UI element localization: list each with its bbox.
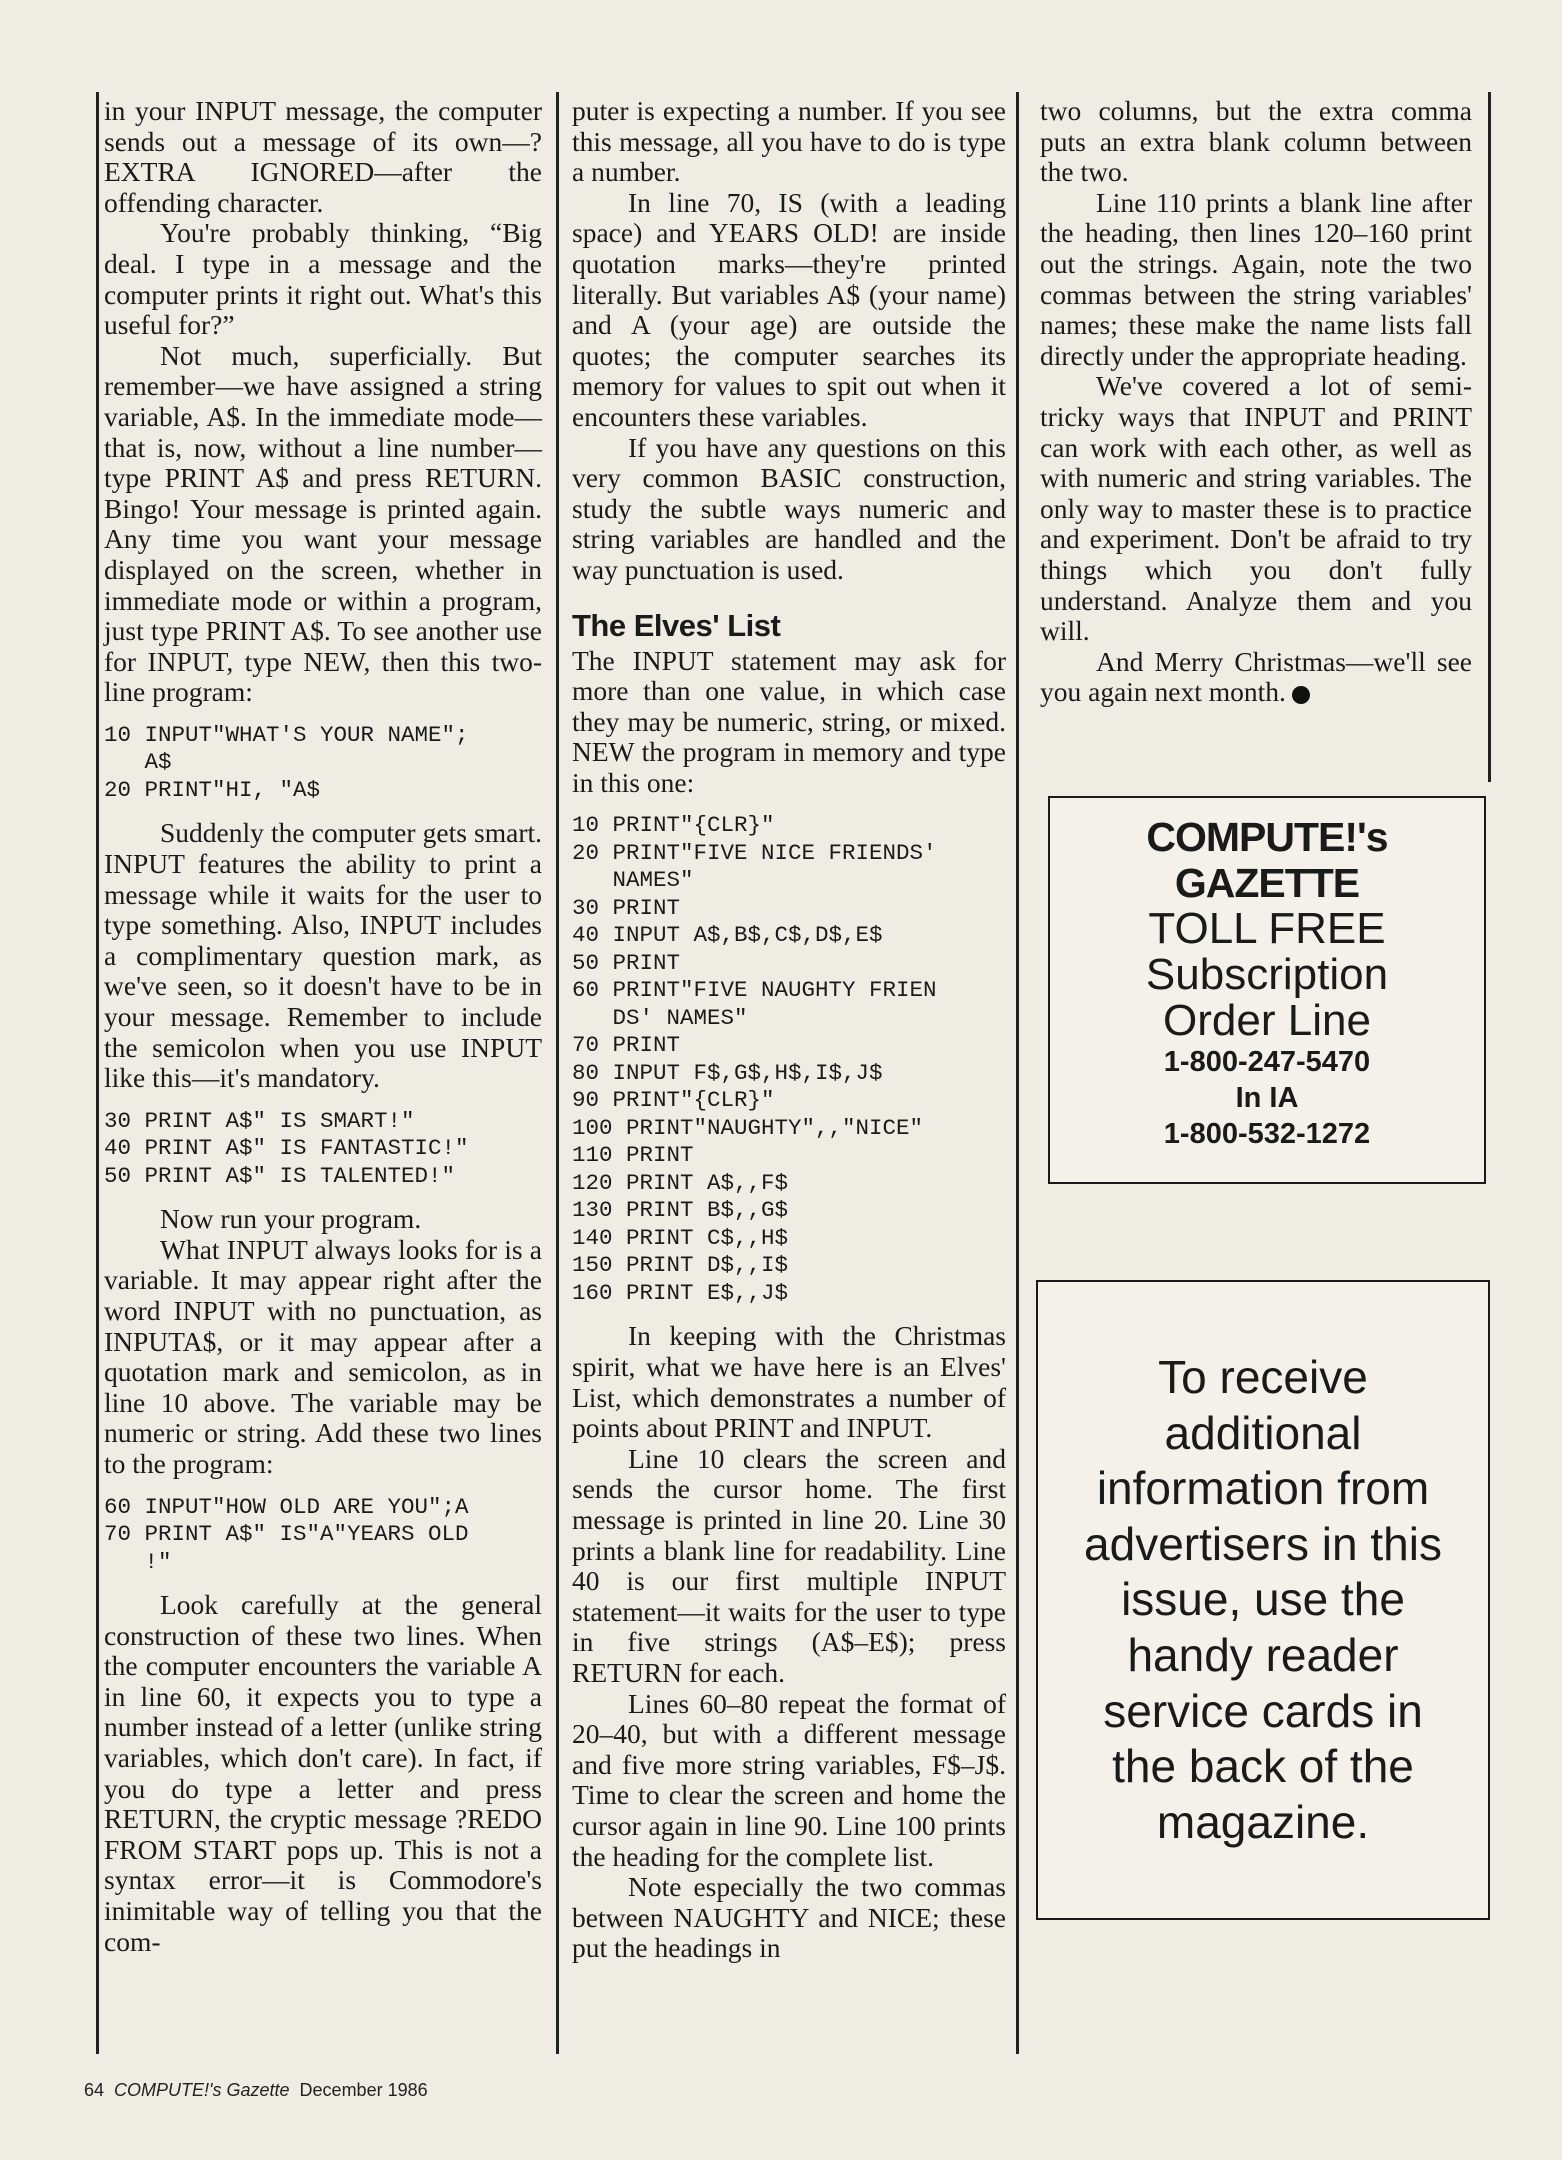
column-divider-1 (556, 92, 559, 2054)
left-column-rule (96, 92, 99, 2054)
ad-phone-number: 1-800-247-5470 (1163, 1046, 1371, 1078)
ad-brand-line: COMPUTE!'s (1146, 814, 1388, 860)
code-listing-3: 60 INPUT"HOW OLD ARE YOU";A 70 PRINT A$" IS"A"YEARS OLD !" (104, 1493, 469, 1575)
reader-service-ad (1036, 1280, 1490, 1920)
page-footer (84, 2080, 428, 2101)
article-column-1 (104, 96, 542, 1957)
ad-toll-free: TOLL FREE (1148, 904, 1386, 953)
col1-paragraph-1: in your INPUT message, the computer sends out a message of its own—?EXTRA IGNORED—after the offending character. (104, 95, 542, 218)
end-of-article-icon (1292, 686, 1310, 704)
ad-order-line: Order Line (1163, 996, 1371, 1045)
col1-paragraph-3: Not much, superficially. But remember—we have assigned a string variable, A$. In the immediate mode—that is, now, without a line number—type PRINT A$ and press RETURN. Bingo! Your message is printed again. Any time you want your message displayed on the screen, whether in immediate mode or within a program, just type PRINT A$. To see another use for INPUT, type NEW, then this two-line program: (104, 339, 542, 708)
col2-paragraph-1: puter is expecting a number. If you see this message, all you have to do is type a number. (572, 95, 1006, 188)
col2-paragraph-3: If you have any questions on this very common BASIC construction, study the subtle ways numeric and string variables are handled and the way punctuation is used. (572, 431, 1006, 585)
ad-subscription: Subscription (1145, 950, 1389, 999)
ad-phone-number-ia: 1-800-532-1272 (1163, 1118, 1371, 1150)
right-column-rule (1488, 92, 1491, 782)
col3-paragraph-4 (1040, 647, 1472, 708)
col1-paragraph-6: What INPUT always looks for is a variable. It may appear right after the word INPUT with no punctuation, as INPUTA$, or it may appear after a quotation mark and semicolon, as in line 10 above. The variable may be numeric or string. Add these two lines to the program: (104, 1233, 542, 1479)
ad-state-label: In IA (1235, 1082, 1299, 1114)
col2-paragraph-7: Lines 60–80 repeat the format of 20–40, but with a different message and five more string variables, F$–J$. Time to clear the screen and home the cursor again in line 90. Line 100 prints the heading for the complete list. (572, 1687, 1006, 1872)
page-number: 64 (84, 2080, 105, 2100)
article-column-3 (1040, 96, 1472, 708)
col1-paragraph-7: Look carefully at the general construction of these two lines. When the computer encounters the variable A in line 60, it expects you to type a number instead of a letter (unlike string variables, which don't care). In fact, if you do type a letter and press RETURN, the cryptic message ?REDO FROM START pops up. This is not a syntax error—it is Commodore's inimitable way of telling you that the com- (104, 1589, 542, 1957)
ad-brand-gazette: GAZETTE (1174, 860, 1360, 906)
article-column-2 (572, 96, 1006, 1964)
col2-paragraph-8: Note especially the two commas between NAUGHTY and NICE; these put the headings in (572, 1871, 1006, 1964)
code-listing-1: 10 INPUT"WHAT'S YOUR NAME"; A$ 20 PRINT"HI, "A$ (104, 721, 469, 803)
section-heading: The Elves' List (572, 607, 781, 643)
col1-paragraph-4: Suddenly the computer gets smart. INPUT features the ability to print a message while it waits for the user to type something. Also, INPUT includes a complimentary question mark, as we've seen, so it doesn't have to be in your message. Remember to include the semicolon when you use INPUT like this—it's mandatory. (104, 817, 542, 1094)
magazine-name: COMPUTE!'s Gazette (114, 2080, 290, 2100)
col2-paragraph-6: Line 10 clears the screen and sends the cursor home. The first message is printed in line 20. Line 30 prints a blank line for readability. Line 40 is our first multiple INPUT statement—it waits for the user to type in five strings (A$–E$); press RETURN for each. (572, 1442, 1006, 1688)
col2-paragraph-4: The INPUT statement may ask for more than one value, in which case they may be numeric, string, or mixed. NEW the program in memory and type in this one: (572, 644, 1006, 798)
col3-paragraph-2: Line 110 prints a blank line after the heading, then lines 120–160 print out the strings. Again, note the two commas between the string variables' names; these make the name lists fall directly under the appropriate heading. (1040, 186, 1472, 371)
issue-date: December 1986 (299, 2080, 428, 2100)
reader-service-text: To receive additional information from advertisers in this issue, use the handy reader service cards in the back of the magazine. (1084, 1351, 1442, 1848)
code-listing-2: 30 PRINT A$" IS SMART!" 40 PRINT A$" IS FANTASTIC!" 50 PRINT A$" IS TALENTED!" (104, 1107, 469, 1189)
col2-paragraph-5: In keeping with the Christmas spirit, what we have here is an Elves' List, which demonstrates a number of points about PRINT and INPUT. (572, 1320, 1006, 1444)
column-divider-2 (1016, 92, 1019, 2054)
col1-paragraph-2: You're probably thinking, “Big deal. I type in a message and the computer prints it right out. What's this useful for?” (104, 217, 542, 341)
subscription-ad (1048, 796, 1486, 1184)
col1-paragraph-5: Now run your program. (160, 1203, 422, 1235)
col2-paragraph-2: In line 70, IS (with a leading space) and YEARS OLD! are inside quotation marks—they're printed literally. But variables A$ (your name) and A (your age) are outside the quotes; the computer searches its memory for values to spit out when it encounters these variables. (572, 186, 1006, 432)
closing-line: And Merry Christmas—we'll see you again next month. (1040, 645, 1472, 708)
col3-paragraph-3: We've covered a lot of semi-tricky ways that INPUT and PRINT can work with each other, as well as with numeric and string variables. The only way to master these is to practice and experiment. Don't be afraid to try things which you don't fully understand. Analyze them and you will. (1040, 370, 1472, 647)
code-listing-elves: 10 PRINT"{CLR}" 20 PRINT"FIVE NICE FRIENDS' NAMES" 30 PRINT 40 INPUT A$,B$,C$,D$,E$ 50 PRINT 60 PRINT"FIVE NAUGHTY FRIEN DS' NAMES" 70 PRINT 80 INPUT F$,G$,H$,I$,J$ 90 PRINT"{CLR}" 100 PRINT"NAUGHTY",,"NICE" 110 PRINT 120 PRINT A$,,F$ 130 PRINT B$,,G$ 140 PRINT C$,,H$ 150 PRINT D$,,I$ 160 PRINT E$,,J$ (572, 812, 937, 1306)
col3-paragraph-1: two columns, but the extra comma puts an extra blank column between the two. (1040, 95, 1472, 188)
